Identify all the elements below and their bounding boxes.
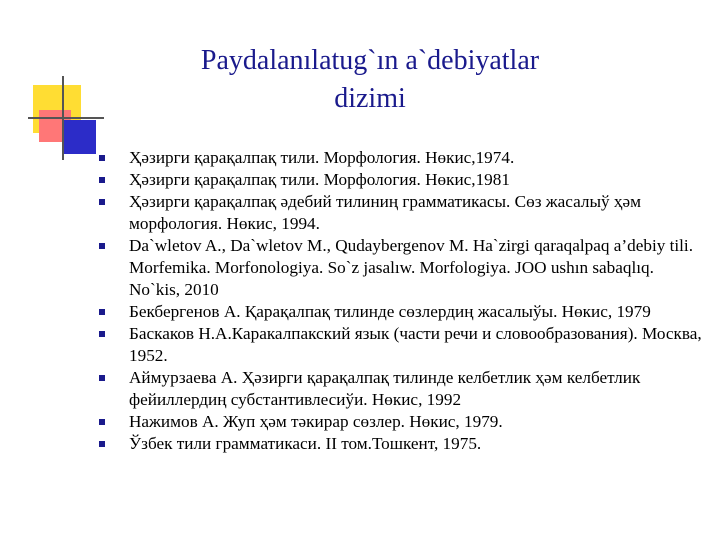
square-bullet-icon <box>99 199 105 205</box>
slide-title-line-2: dizimi <box>334 83 406 114</box>
reference-item <box>98 301 708 323</box>
reference-list <box>98 147 708 455</box>
reference-text: Ўзбек тили грамматикаси. II том.Тошкент, 1975. <box>129 434 482 453</box>
square-bullet-icon <box>99 441 105 447</box>
reference-text: Ҳәзирги қарақалпақ тили. Морфология. Нөкис,1981 <box>129 170 510 189</box>
reference-item <box>98 367 708 411</box>
slide-title <box>150 42 590 118</box>
reference-item <box>98 147 708 169</box>
reference-item <box>98 433 708 455</box>
reference-item <box>98 191 708 235</box>
square-bullet-icon <box>99 375 105 381</box>
reference-item <box>98 411 708 433</box>
decorative-horizontal-line <box>28 117 104 119</box>
reference-item <box>98 323 708 367</box>
reference-text: Ҳәзирги қарақалпақ әдебий тилиниң грамматикасы. Сөз жасалыў ҳәм морфология. Нөкис, 1994. <box>129 192 642 233</box>
square-bullet-icon <box>99 331 105 337</box>
reference-text: Аймурзаева А. Ҳәзирги қарақалпақ тилинде келбетлик ҳәм келбетлик фейиллердиң субстантивлесиўи. Нөкис, 1992 <box>129 368 641 409</box>
reference-text: Ҳәзирги қарақалпақ тили. Морфология. Нөкис,1974. <box>129 148 515 167</box>
reference-text: Нажимов А. Жуп ҳәм тәкирар сөзлер. Нөкис, 1979. <box>129 412 503 431</box>
decorative-blue-square <box>62 120 96 154</box>
square-bullet-icon <box>99 243 105 249</box>
slide-title-line-1: Paydalanılatug`ın a`debiyatlar <box>200 45 540 76</box>
reference-text: Баскаков Н.А.Каракалпакский язык (части речи и словообразования). Москва, 1952. <box>129 324 702 365</box>
reference-text: Бекбергенов А. Қарақалпақ тилинде сөзлердиң жасалыўы. Нөкис, 1979 <box>129 302 651 321</box>
reference-item <box>98 169 708 191</box>
square-bullet-icon <box>99 177 105 183</box>
reference-text: Da`wletov A., Da`wletov M., Qudaybergenov M. Ha`zirgi qaraqalpaq a’debiy tili. Morfemika. Morfonologiya. So`z jasalıw. Morfologiya. JOO ushın sabaqlıq. No`kis, 2010 <box>129 236 694 299</box>
square-bullet-icon <box>99 155 105 161</box>
reference-item <box>98 235 708 301</box>
square-bullet-icon <box>99 419 105 425</box>
square-bullet-icon <box>99 309 105 315</box>
